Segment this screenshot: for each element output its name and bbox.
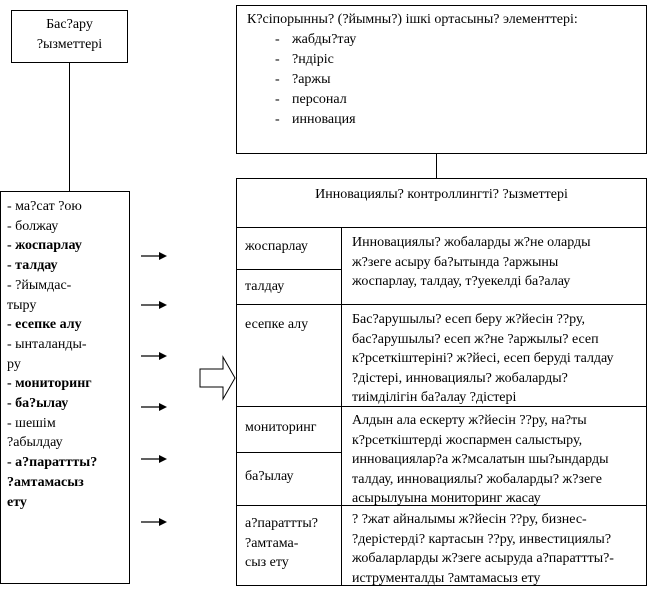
table-title: Инновациялы? контроллингті? ?ызметтері [315,187,568,202]
management-function-line: ру [7,356,21,372]
management-functions-line-1: Бас?ару [46,17,93,32]
management-function-line: - жоспарлау [7,238,82,254]
management-function-line: - ынталанды- [7,336,87,352]
arrow-right-icon [141,454,167,464]
arrow-right-icon [141,251,167,261]
management-function-line: - ма?сат ?ою [7,199,82,214]
management-function-line: ?абылдау [7,435,63,451]
table-function-cell: талдау [245,279,285,294]
table-function-cell: ба?ылау [245,469,294,484]
management-function-line: - ба?ылау [7,396,69,412]
arrow-right-icon [141,402,167,412]
management-function-line: - ?йымдас- [7,277,72,293]
internal-environment-title: К?сіпорынны? (?йымны?) ішкі ортасыны? элементтері: [247,12,578,27]
table-description-cell: Бас?арушылы? есеп беру ж?йесін ??ру, бас?арушылы? есеп ж?не ?аржылы? есеп к?рсеткіштеріні? ж?йесі, есеп беруді талдау ?дістері, инновациялы? жобаларды? тиімділігін ба?алау ?дістері [352,312,614,405]
internal-environment-item: - инновация [275,112,356,127]
table-description-cell: ? ?жат айналымы ж?йесін ??ру, бизнес- ?дерістерді? картасын ??ру, инвестициялы? жобаларларды ж?зеге асыруда а?параттты?- иструменталды ?амтамасыз ету [352,512,614,586]
table-function-cell: жоспарлау [245,239,308,254]
management-function-line: - есепке алу [7,317,82,333]
connector-right-vertical [436,154,437,178]
management-functions-line-2: ?ызметтері [36,37,103,52]
management-function-line: - мониторинг [7,376,92,392]
table-function-cell: мониторинг [245,420,317,435]
management-function-line: ?амтамасыз [7,474,84,490]
management-function-line: - талдау [7,258,58,274]
internal-environment-item: - ?ндіріс [275,52,334,67]
arrow-right-icon [141,351,167,361]
management-functions-list-box [0,191,130,584]
table-function-cell: а?параттты? ?амтама- сыз ету [245,516,318,570]
hollow-arrow-right-icon [199,355,237,401]
management-function-line: - болжау [7,218,59,234]
arrow-right-icon [141,300,167,310]
table-description-cell: Инновациялы? жобаларды ж?не оларды ж?зеге асыру ба?ытында ?аржыны жоспарлау, талдау, т?уекелді ба?алау [352,235,591,289]
management-functions-box [11,10,128,63]
innovation-controlling-functions-table [236,178,647,586]
table-function-cell: есепке алу [245,317,309,332]
internal-environment-item: - жабды?тау [275,32,357,47]
management-function-line: - шешім [7,415,56,431]
management-functions-list [7,197,129,512]
management-function-line: ету [7,494,27,510]
internal-environment-box [236,5,647,154]
arrow-right-icon [141,517,167,527]
management-function-line: тыру [7,297,37,313]
table-description-cell: Алдын ала ескерту ж?йесін ??ру, на?ты к?рсеткіштерді жоспармен салыстыру, инновациялар?а ж?мсалатын шы?ындарды талдау, инновациялы? жобаларды? ж?зеге асырылуына мониторинг жасау [352,413,609,506]
management-function-line: - а?параттты? [7,455,98,471]
internal-environment-item: - ?аржы [275,72,331,87]
connector-left-vertical [69,63,70,191]
internal-environment-item: - персонал [275,92,347,107]
